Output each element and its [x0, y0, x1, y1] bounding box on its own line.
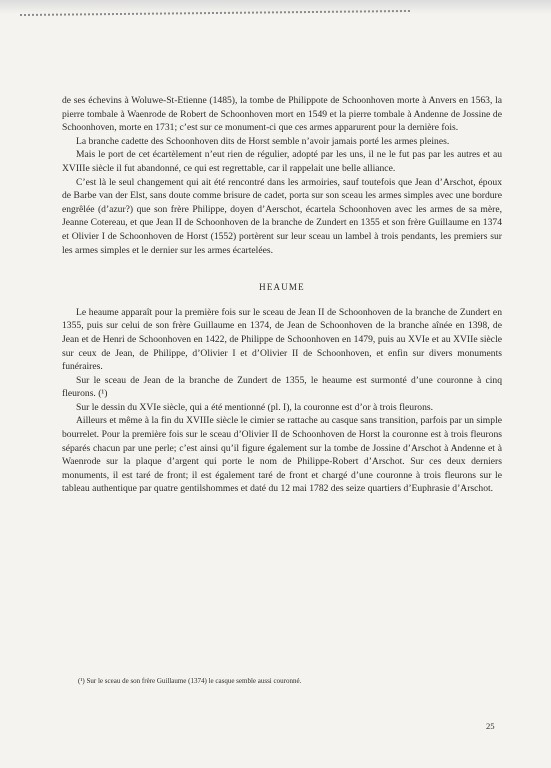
paragraph-ecartelement: Mais le port de cet écartèlement n’eut rien de régulier, adopté par les uns, il ne le fut pas par les autres et au XVIIIe siècle il fut abandonné, ce qui est regrettable, car il rappelait une belle alliance. [62, 149, 502, 174]
footnote: (¹) Sur le sceau de son frère Guillaume (1374) le casque semble aussi couronné. [78, 677, 302, 685]
page-number: 25 [486, 721, 495, 731]
paragraph-branche-cadette: La branche cadette des Schoonhoven dits de Horst semble n’avoir jamais porté les armes pleines. [76, 135, 450, 147]
paragraph-heaume-3: Sur le dessin du XVIe siècle, qui a été mentionné (pl. I), la couronne est d’or à trois fleurons. [76, 401, 433, 413]
scan-dots [20, 10, 410, 20]
paragraph-heaume-1: Le heaume apparaît pour la première fois sur le sceau de Jean II de Schoonhoven de la branche de Zundert en 1355, puis sur celui de son frère Guillaume en 1374, de Jean de Schoonhoven de la branche aînée en 1398, de Jean et de Henri de Schoonhoven en 1422, de Philippe de Schoonhoven en 1479, puis au XVIe et au XVIIe siècle sur ceux de Jean, de Philippe, d’Olivier I et d’Olivier II de Schoonhoven, et enfin sur divers monuments funéraires. [62, 306, 502, 373]
scan-top-edge [0, 0, 551, 20]
page-body [62, 94, 502, 496]
paragraph-heaume-4: Ailleurs et même à la fin du XVIIIe siècle le cimier se rattache au casque sans transition, parfois par un simple bourrelet. Pour la première fois sur le sceau d’Olivier II de Schoonhoven de Horst la couronne est à trois fleurons séparés chacun par une perle; c’est ainsi qu’il figure également sur la tombe de Jossine d’Arschot à Andenne et à Waenrode sur la plaque d’argent qui porte le nom de Philippe-Robert d’Arschot. Sur ces deux derniers monuments, il est taré de front; il est également taré de front et chargé d’une couronne à trois fleurons sur le tableau authentique par quatre gentilshommes et daté du 12 mai 1782 des seize quartiers d’Euphrasie d’Arschot. [62, 415, 502, 495]
paragraph-changement: C’est là le seul changement qui ait été rencontré dans les armoiries, sauf toutefois que Jean d’Arschot, époux de Barbe van der Elst, sans doute comme brisure de cadet, porta sur son sceau les armes simples avec une bordure engrêlée (d’azur?) que son frère Philippe, doyen d’Aerschot, écartela Schoonhoven avec les armes de sa mère, Jeanne Cotereau, et que Jean II de Schoonhoven de la branche de Zundert en 1355 et son frère Guillaume en 1374 et Olivier I de Schoonhoven de Horst (1552) portèrent sur leur sceau un lambel à trois pendants, les premiers sur les armes simples et le dernier sur les armes écartelées. [62, 176, 502, 256]
paragraph-continuation: de ses échevins à Woluwe-St-Etienne (1485), la tombe de Philippote de Schoonhoven morte à Anvers en 1563, la pierre tombale à Waenrode de Robert de Schoonhoven mort en 1549 et la pierre tombale à Andenne de Jossine de Schoonhoven, morte en 1731; c’est sur ce monument-ci que ces armes apparurent pour la dernière fois. [62, 95, 502, 134]
paragraph-heaume-2: Sur le sceau de Jean de la branche de Zundert de 1355, le heaume est surmonté d’une couronne à cinq fleurons. (¹) [62, 374, 502, 400]
section-heading-heaume: HEAUME [259, 282, 305, 293]
